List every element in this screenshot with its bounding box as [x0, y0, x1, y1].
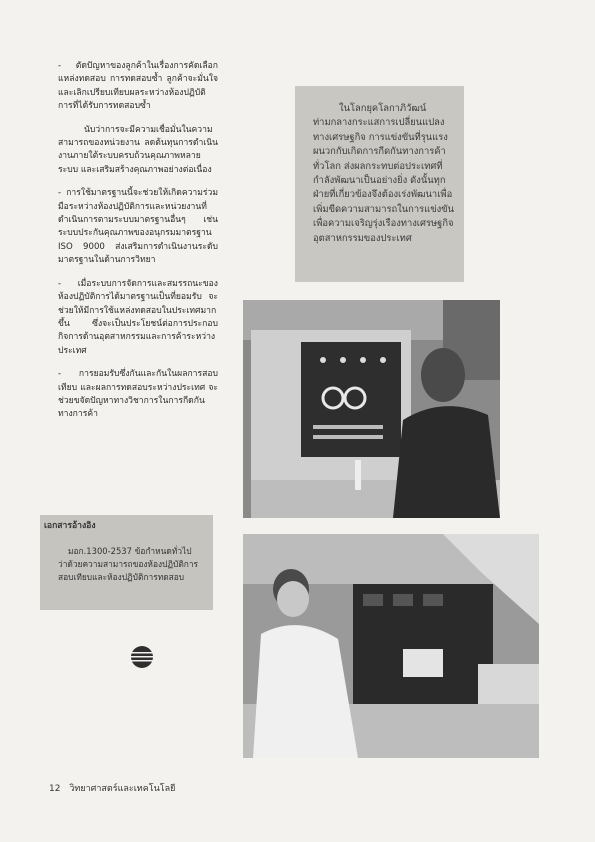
- page-number: 12: [49, 784, 61, 794]
- paragraph: - ตัดปัญหาของลูกค้าในเรื่องการคัดเลือกแหล่งทดสอบ การทดสอบซ้ำ ลูกค้าจะมั่นใจ และเลิกเปรียบเทียบผลระหว่างห้องปฏิบัติการที่ได้รับการทดสอบซ้ำ: [58, 61, 218, 112]
- lab-photo-technician: [243, 534, 539, 758]
- publisher-logo-icon: [130, 645, 154, 669]
- reference-first-line: มอก.1300-2537 ข้อกำหนดทั่วไป: [68, 546, 192, 556]
- lab-photo-instrument-panel: [243, 300, 500, 518]
- left-column: [58, 60, 218, 432]
- page-footer: [49, 781, 175, 795]
- photo-illustration: [243, 300, 500, 518]
- reference-text: [58, 545, 206, 584]
- magazine-name: วิทยาศาสตร์และเทคโนโลยี: [69, 784, 176, 794]
- pull-quote-body: ท่ามกลางกระแสการเปลี่ยนแปลงทางเศรษฐกิจ การแข่งขันที่รุนแรงผนวกกับเกิดการกีดกันทางการค้าทั่วโลก ส่งผลกระทบต่อประเทศที่กำลังพัฒนาเป็นอย่างยิ่ง ดังนั้นทุกฝ่ายที่เกี่ยวข้องจึงต้องเร่งพัฒนาเพื่อเพิ่มขีดความสามารถในการแข่งขัน เพื่อความเจริญรุ่งเรืองทางเศรษฐกิจอุตสาหกรรมของประเทศ: [313, 117, 454, 244]
- paragraph: นับว่าการจะมีความเชื่อมั่นในความสามารถของหน่วยงาน ลดต้นทุนการดำเนินงานภายใต้ระบบครบถ้วนคุณภาพหลายระบบ และเสริมสร้างคุณภาพอย่างต่อเนื่อง: [58, 124, 218, 175]
- pull-quote-first-line: ในโลกยุคโลกาภิวัฒน์: [339, 103, 427, 114]
- paragraph: - การยอมรับซึ่งกันและกันในผลการสอบเทียบ และผลการทดสอบระหว่างประเทศ จะช่วยขจัดปัญหาทางวิชาการในการกีดกันทางการค้า: [58, 369, 218, 420]
- photo-illustration: [243, 534, 539, 758]
- paragraph: - การใช้มาตรฐานนี้จะช่วยให้เกิดความร่วมมือระหว่างห้องปฏิบัติการและหน่วยงานที่ดำเนินการตามระบบมาตรฐานอื่นๆ เช่น ระบบประกันคุณภาพของอนุกรมมาตรฐาน ISO 9000 ส่งเสริมการดำเนินงานระดับมาตรฐานในด้านการวิทยา: [58, 188, 218, 266]
- pull-quote-box: [295, 86, 464, 282]
- reference-title: เอกสารอ้างอิง: [44, 521, 96, 531]
- paragraph: - เมื่อระบบการจัดการและสมรรถนะของห้องปฏิบัติการได้มาตรฐานเป็นที่ยอมรับ จะช่วยให้มีการใช้แหล่งทดสอบในประเทศมากขึ้น ซึ่งจะเป็นประโยชน์ต่อการประกอบกิจการด้านอุตสาหกรรมและการค้าระหว่างประเทศ: [58, 278, 218, 356]
- reference-body: ว่าด้วยความสามารถของห้องปฏิบัติการสอบเทียบและห้องปฏิบัติการทดสอบ: [58, 559, 199, 582]
